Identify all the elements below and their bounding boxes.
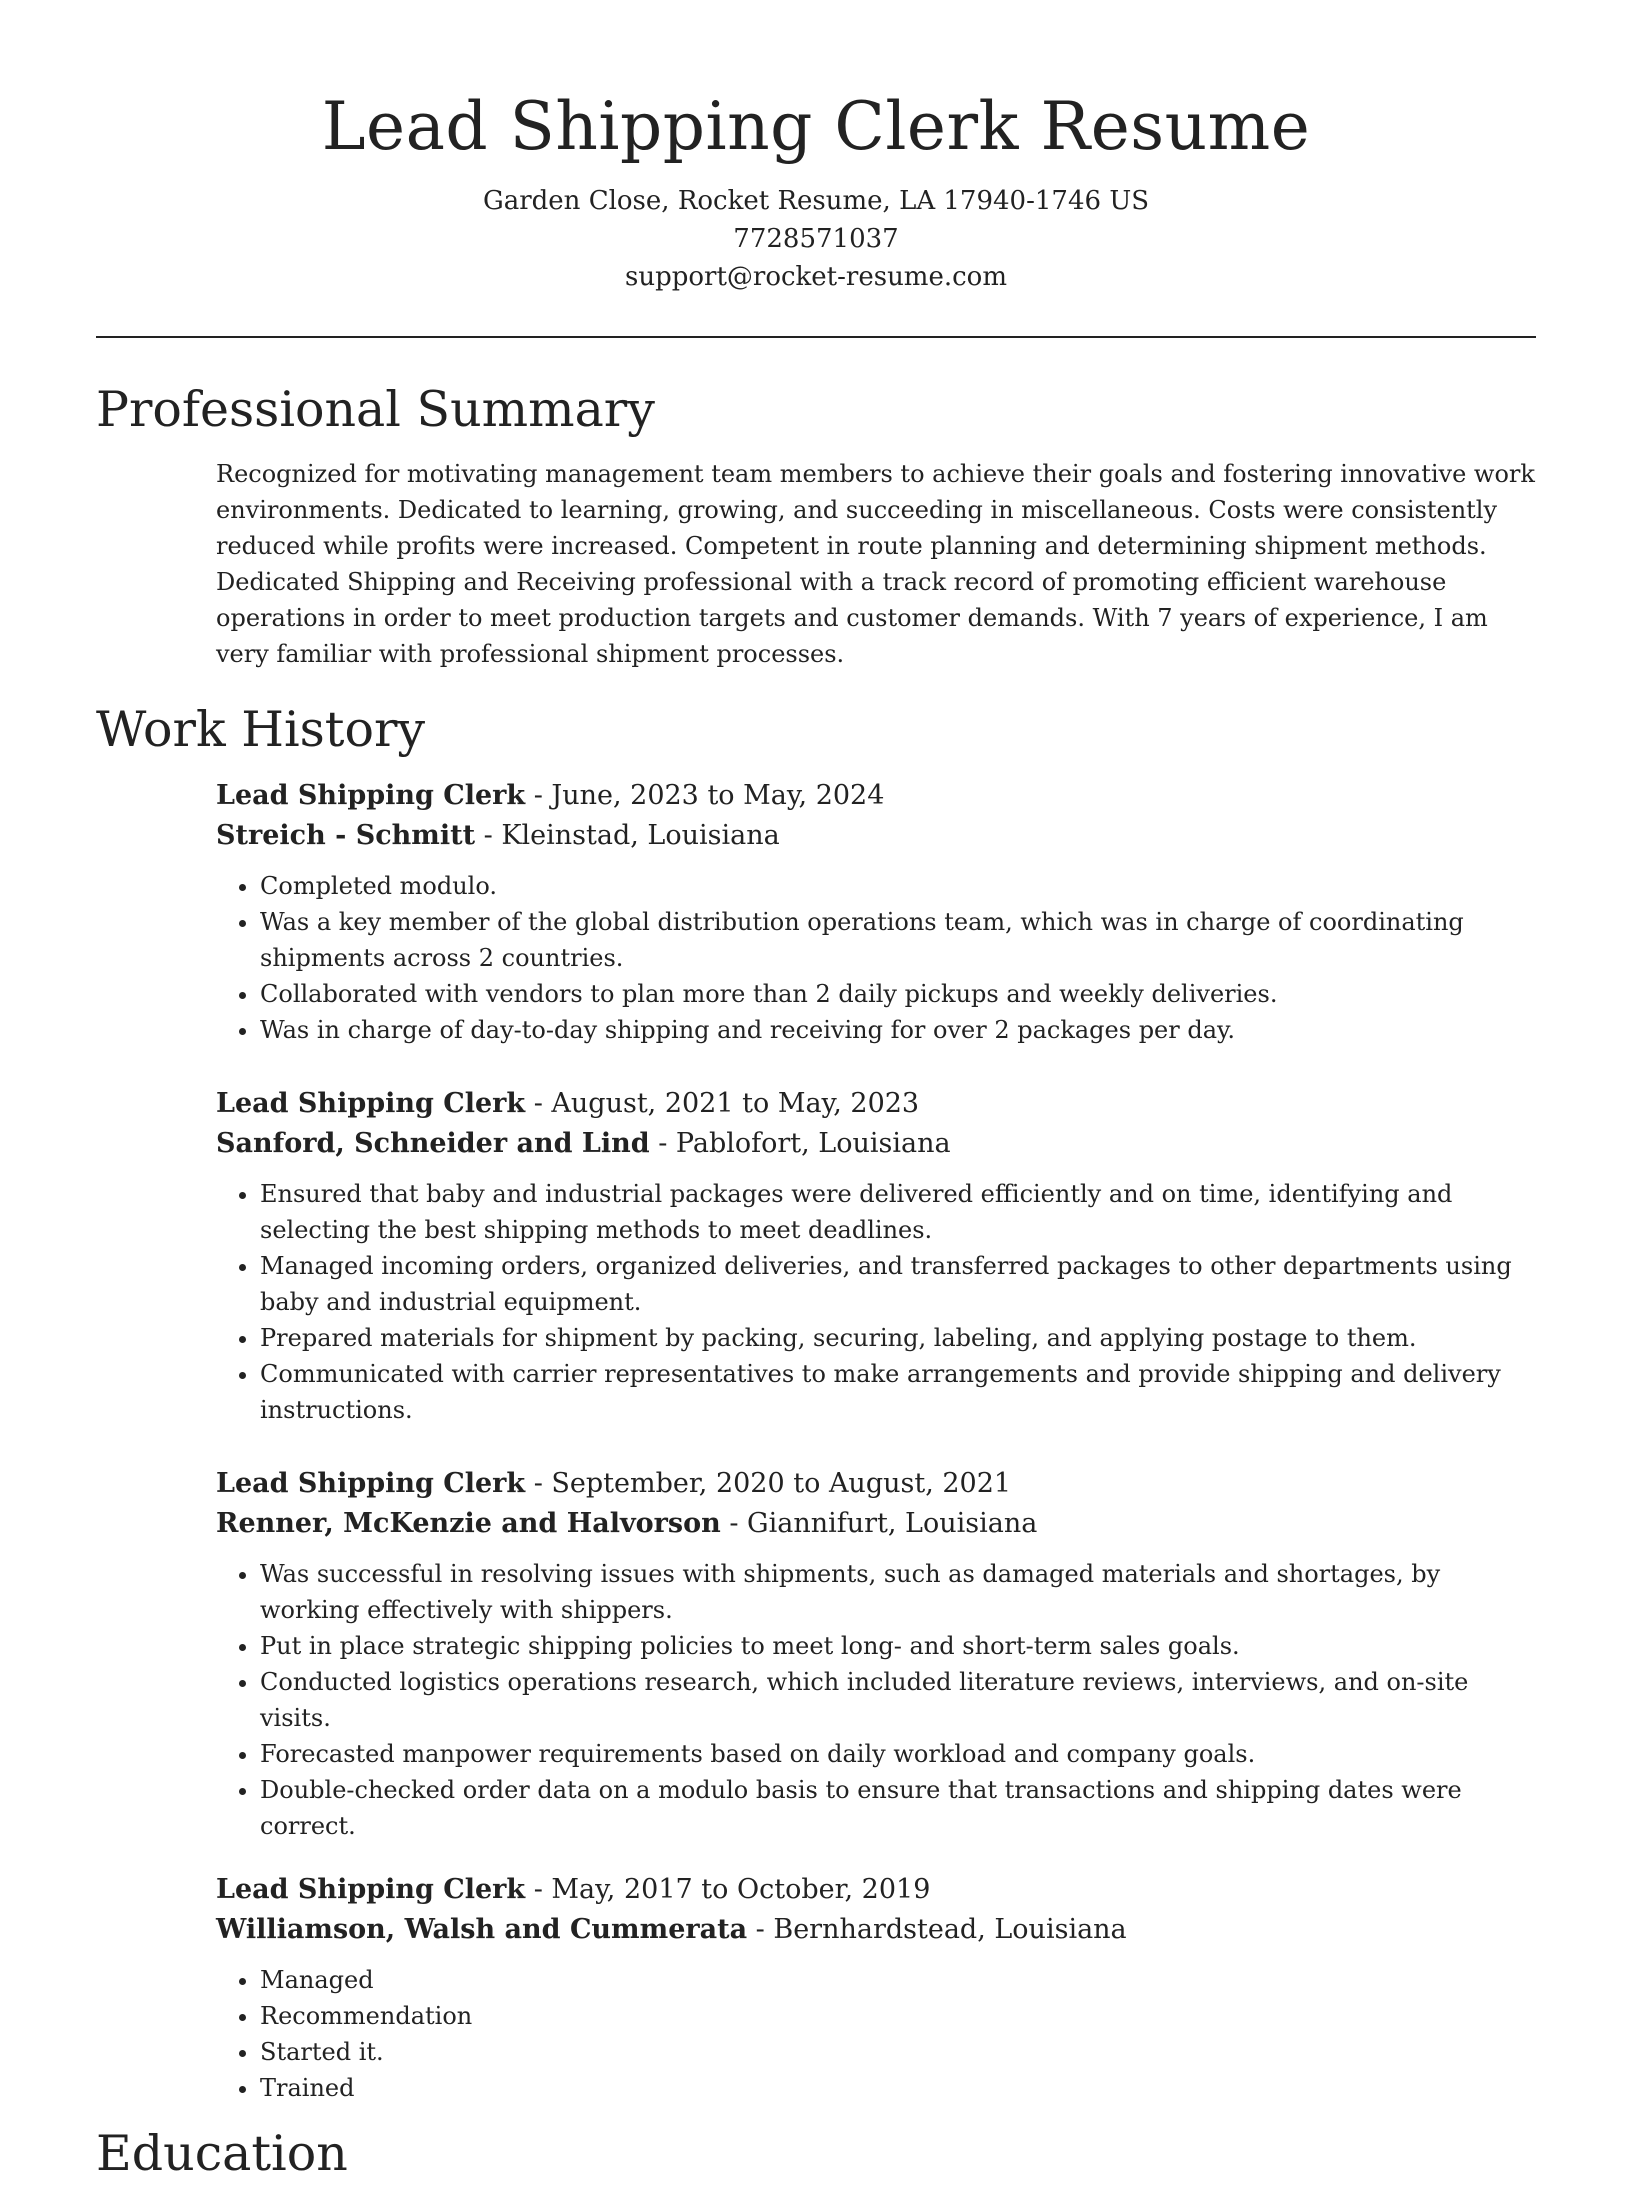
- address: Garden Close, Rocket Resume, LA 17940-1746 US: [482, 186, 1150, 216]
- list-item: • Double-checked order data on a modulo basis to ensure that transactions and shipping dates were correct.: [260, 1772, 1536, 1844]
- list-item: • Was a key member of the global distribution operations team, which was in charge of coordinating shipments across 2 countries.: [260, 904, 1536, 976]
- job-company-line: [216, 1910, 1536, 1950]
- list-item: • Completed modulo.: [260, 868, 1536, 904]
- resume-page: [96, 0, 1536, 2186]
- job-entry: [216, 1870, 1536, 2106]
- education-section: [96, 2122, 1536, 2186]
- professional-summary-section: [96, 378, 1536, 672]
- job-company-line: [216, 1124, 1536, 1164]
- job-company: Renner, McKenzie and Halvorson: [216, 1508, 721, 1539]
- job-dates: - August, 2021 to May, 2023: [525, 1088, 920, 1119]
- list-item: • Communicated with carrier representatives to make arrangements and provide shipping and delivery instructions.: [260, 1356, 1536, 1428]
- contact-info: [96, 182, 1536, 296]
- job-title: Lead Shipping Clerk: [216, 1874, 526, 1905]
- resume-header: [96, 0, 1536, 296]
- section-heading-education: Education: [96, 2125, 348, 2182]
- job-bullets: [216, 1556, 1536, 1844]
- section-heading-summary: Professional Summary: [96, 381, 655, 438]
- job-title-line: [216, 776, 1536, 816]
- job-entry: [216, 1084, 1536, 1428]
- job-company: Sanford, Schneider and Lind: [216, 1128, 650, 1159]
- list-item: • Managed incoming orders, organized deliveries, and transferred packages to other departments using baby and industrial equipment.: [260, 1248, 1536, 1320]
- job-company-line: [216, 816, 1536, 856]
- job-list: [216, 776, 1536, 2106]
- list-item: • Trained: [260, 2070, 1536, 2106]
- list-item: • Ensured that baby and industrial packages were delivered efficiently and on time, identifying and selecting the best shipping methods to meet deadlines.: [260, 1176, 1536, 1248]
- job-company: Williamson, Walsh and Cummerata: [216, 1914, 748, 1945]
- summary-text: Recognized for motivating management team members to achieve their goals and fostering innovative work environments. Dedicated to learning, growing, and succeeding in miscellaneous. Costs were consistently reduced while profits were increased. Competent in route planning and determining shipment methods. Dedicated Shipping and Receiving professional with a track record of promoting efficient warehouse operations in order to meet production targets and customer demands. With 7 years of experience, I am very familiar with professional shipment processes.: [216, 460, 1535, 668]
- job-location: - Pablofort, Louisiana: [649, 1128, 951, 1159]
- list-item: • Prepared materials for shipment by packing, securing, labeling, and applying postage to them.: [260, 1320, 1536, 1356]
- job-location: - Kleinstad, Louisiana: [475, 820, 780, 851]
- job-title-line: [216, 1084, 1536, 1124]
- resume-title: Lead Shipping Clerk Resume: [321, 88, 1311, 165]
- email: support@rocket-resume.com: [624, 262, 1007, 292]
- header-divider: [96, 336, 1536, 338]
- list-item: • Forecasted manpower requirements based on daily workload and company goals.: [260, 1736, 1536, 1772]
- job-title: Lead Shipping Clerk: [216, 1468, 526, 1499]
- list-item: • Was in charge of day-to-day shipping and receiving for over 2 packages per day.: [260, 1012, 1536, 1048]
- list-item: • Collaborated with vendors to plan more than 2 daily pickups and weekly deliveries.: [260, 976, 1536, 1012]
- job-location: - Giannifurt, Louisiana: [720, 1508, 1038, 1539]
- list-item: • Managed: [260, 1962, 1536, 1998]
- job-company: Streich - Schmitt: [216, 820, 476, 851]
- list-item: • Conducted logistics operations research, which included literature reviews, interviews, and on-site visits.: [260, 1664, 1536, 1736]
- job-bullets: [216, 868, 1536, 1048]
- job-bullets: [216, 1962, 1536, 2106]
- job-title-line: [216, 1870, 1536, 1910]
- job-title-line: [216, 1464, 1536, 1504]
- job-entry: [216, 1464, 1536, 1844]
- job-dates: - May, 2017 to October, 2019: [525, 1874, 931, 1905]
- job-company-line: [216, 1504, 1536, 1544]
- work-history-section: [96, 698, 1536, 2106]
- job-entry: [216, 776, 1536, 1048]
- job-dates: - June, 2023 to May, 2024: [525, 780, 885, 811]
- section-heading-work-history: Work History: [96, 701, 426, 758]
- job-location: - Bernhardstead, Louisiana: [747, 1914, 1127, 1945]
- job-title: Lead Shipping Clerk: [216, 780, 526, 811]
- job-bullets: [216, 1176, 1536, 1428]
- job-dates: - September, 2020 to August, 2021: [525, 1468, 1012, 1499]
- list-item: • Was successful in resolving issues with shipments, such as damaged materials and shortages, by working effectively with shippers.: [260, 1556, 1536, 1628]
- list-item: • Recommendation: [260, 1998, 1536, 2034]
- list-item: • Put in place strategic shipping policies to meet long- and short-term sales goals.: [260, 1628, 1536, 1664]
- job-title: Lead Shipping Clerk: [216, 1088, 526, 1119]
- list-item: • Started it.: [260, 2034, 1536, 2070]
- phone: 7728571037: [733, 224, 899, 254]
